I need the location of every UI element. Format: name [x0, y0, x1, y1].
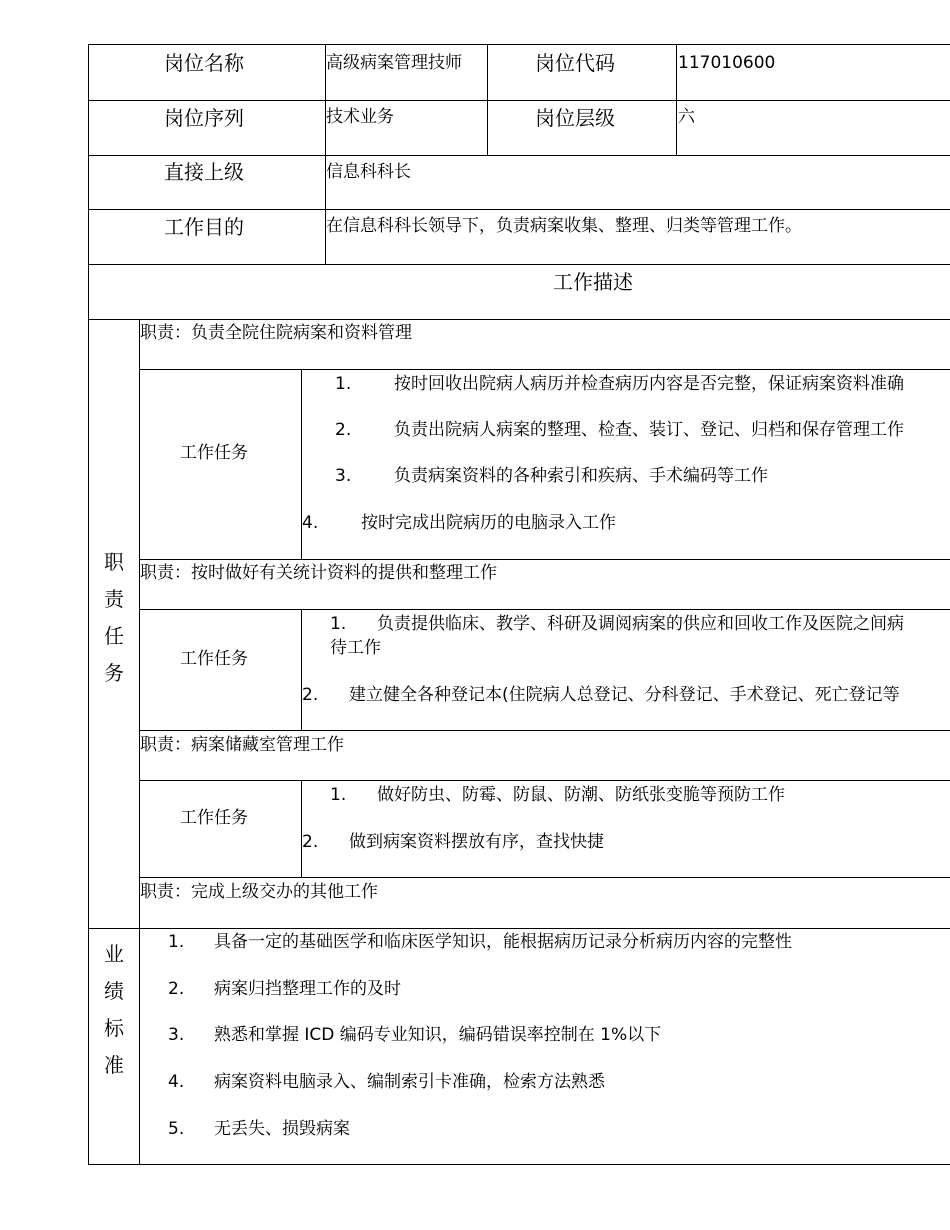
task-item: 1. 按时回收出院病人病历并检查病历内容是否完整，保证病案资料准确: [335, 374, 904, 394]
performance-item: 2. 病案归挡整理工作的及时: [168, 979, 401, 999]
side-char: 职: [104, 550, 124, 574]
side-char: 准: [104, 1053, 124, 1077]
work-description-title: 工作描述: [553, 270, 633, 294]
task-item: 1. 负责提供临床、教学、科研及调阅病案的供应和回收工作及医院之间病: [330, 614, 904, 634]
table-border: [139, 609, 950, 610]
task-label: 工作任务: [180, 443, 248, 463]
table-border: [88, 44, 950, 45]
post-name-label: 岗位名称: [164, 51, 244, 75]
post-code-value: 117010600: [678, 53, 776, 73]
side-char: 绩: [104, 979, 124, 1003]
post-name-value: 高级病案管理技师: [326, 53, 462, 73]
task-item: 2. 负责出院病人病案的整理、检查、装订、登记、归档和保存管理工作: [335, 420, 904, 440]
task-label: 工作任务: [180, 808, 248, 828]
performance-item: 4. 病案资料电脑录入、编制索引卡准确，检索方法熟悉: [168, 1072, 605, 1092]
table-border: [139, 559, 950, 560]
table-border: [88, 209, 950, 210]
task-item: 4. 按时完成出院病历的电脑录入工作: [302, 513, 616, 533]
side-char: 务: [104, 661, 124, 685]
task-item: 3. 负责病案资料的各种索引和疾病、手术编码等工作: [335, 466, 768, 486]
table-border: [139, 877, 950, 878]
task-item: 2. 建立健全各种登记本(住院病人总登记、分科登记、手术登记、死亡登记等: [302, 685, 900, 705]
table-border: [88, 44, 89, 1165]
table-border: [88, 319, 950, 320]
side-char: 标: [104, 1016, 124, 1040]
task-item: 1. 做好防虫、防霉、防鼠、防潮、防纸张变脆等预防工作: [330, 785, 785, 805]
direct-superior-label: 直接上级: [164, 160, 244, 184]
performance-item: 1. 具备一定的基础医学和临床医学知识，能根据病历记录分析病历内容的完整性: [168, 932, 792, 952]
direct-superior-value: 信息科科长: [326, 162, 411, 182]
post-sequence-label: 岗位序列: [164, 106, 244, 130]
table-border: [88, 100, 950, 101]
work-purpose-value: 在信息科科长领导下，负责病案收集、整理、归类等管理工作。: [326, 216, 802, 236]
side-char: 业: [104, 942, 124, 966]
table-border: [139, 780, 950, 781]
side-char: 责: [104, 587, 124, 611]
performance-side-label: [102, 936, 126, 1084]
task-label: 工作任务: [180, 649, 248, 669]
duty-title: 职责：按时做好有关统计资料的提供和整理工作: [140, 563, 497, 583]
table-border: [88, 264, 950, 265]
table-border: [88, 155, 950, 156]
table-border: [676, 44, 677, 156]
task-item: 2. 做到病案资料摆放有序，查找快捷: [302, 832, 604, 852]
table-border: [487, 44, 488, 156]
post-code-label: 岗位代码: [535, 51, 615, 75]
duty-title: 职责：完成上级交办的其他工作: [140, 882, 378, 902]
table-border: [301, 780, 302, 878]
post-level-label: 岗位层级: [535, 106, 615, 130]
work-purpose-label: 工作目的: [164, 215, 244, 239]
table-border: [301, 609, 302, 731]
performance-item: 5. 无丢失、损毁病案: [168, 1119, 350, 1139]
task-item-continuation: 待工作: [330, 638, 381, 658]
duties-side-label: [102, 544, 126, 692]
table-border: [88, 928, 950, 929]
duty-title: 职责：负责全院住院病案和资料管理: [140, 323, 412, 343]
performance-item: 3. 熟悉和掌握 ICD 编码专业知识，编码错误率控制在 1%以下: [168, 1025, 662, 1045]
duty-title: 职责：病案储藏室管理工作: [140, 735, 344, 755]
post-sequence-value: 技术业务: [326, 107, 394, 127]
side-char: 任: [104, 624, 124, 648]
table-border: [139, 369, 950, 370]
table-border: [88, 1164, 950, 1165]
post-level-value: 六: [678, 107, 695, 127]
table-border: [139, 730, 950, 731]
